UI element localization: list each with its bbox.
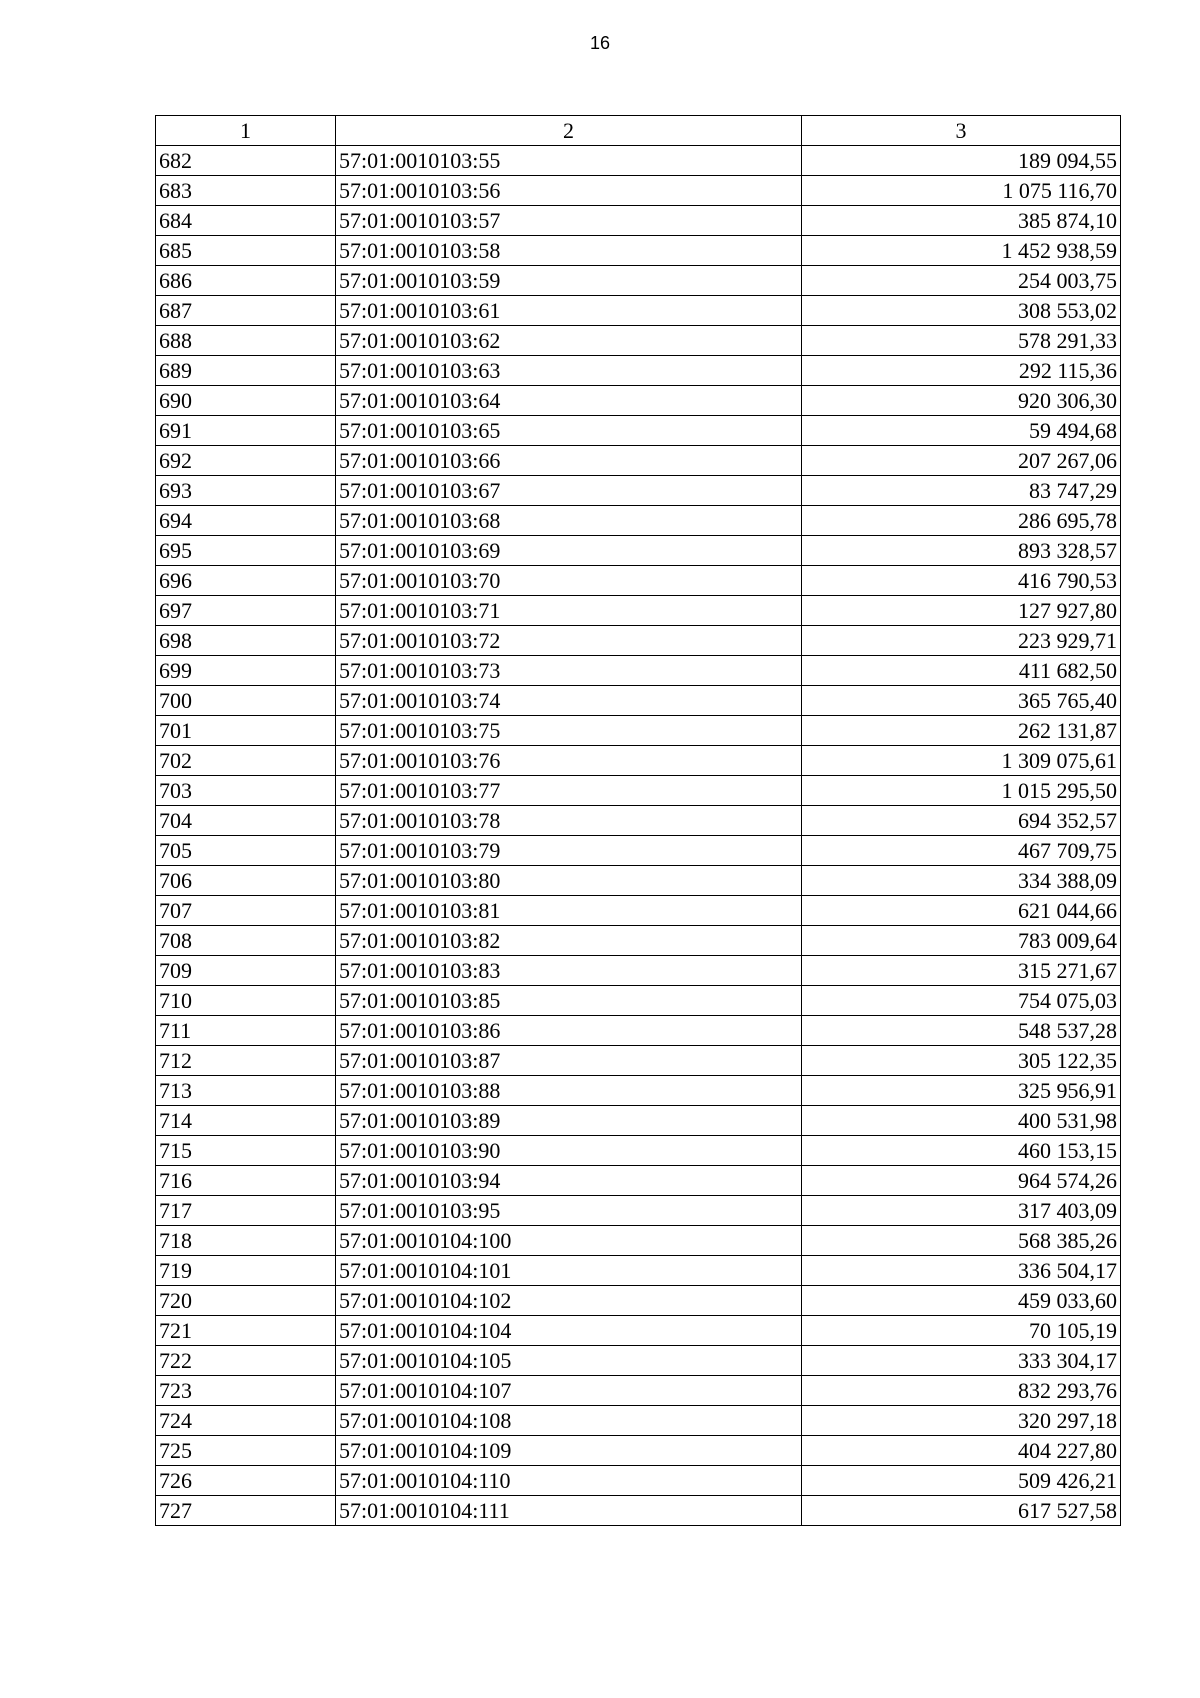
cadastral-number: 57:01:0010104:107 (336, 1376, 802, 1406)
table-row (156, 1076, 1121, 1106)
row-number: 703 (156, 776, 336, 806)
row-number: 702 (156, 746, 336, 776)
row-number: 711 (156, 1016, 336, 1046)
cadastral-number: 57:01:0010103:72 (336, 626, 802, 656)
row-value: 305 122,35 (802, 1046, 1121, 1076)
row-number: 701 (156, 716, 336, 746)
row-value: 317 403,09 (802, 1196, 1121, 1226)
cadastral-number: 57:01:0010104:104 (336, 1316, 802, 1346)
table-row (156, 1016, 1121, 1046)
table-row (156, 1346, 1121, 1376)
table-row (156, 1466, 1121, 1496)
table-row (156, 596, 1121, 626)
row-number: 715 (156, 1136, 336, 1166)
row-number: 717 (156, 1196, 336, 1226)
cadastral-number: 57:01:0010103:76 (336, 746, 802, 776)
cadastral-number: 57:01:0010103:69 (336, 536, 802, 566)
table-row (156, 1286, 1121, 1316)
table-row (156, 356, 1121, 386)
row-value: 333 304,17 (802, 1346, 1121, 1376)
row-value: 292 115,36 (802, 356, 1121, 386)
row-number: 692 (156, 446, 336, 476)
cadastral-number: 57:01:0010103:90 (336, 1136, 802, 1166)
cadastral-number: 57:01:0010103:75 (336, 716, 802, 746)
cadastral-number: 57:01:0010103:82 (336, 926, 802, 956)
row-number: 693 (156, 476, 336, 506)
header-col-3: 3 (802, 116, 1121, 146)
registry-table (155, 115, 1121, 1526)
cadastral-number: 57:01:0010103:94 (336, 1166, 802, 1196)
row-value: 754 075,03 (802, 986, 1121, 1016)
table-row (156, 896, 1121, 926)
cadastral-number: 57:01:0010103:80 (336, 866, 802, 896)
row-value: 783 009,64 (802, 926, 1121, 956)
cadastral-number: 57:01:0010104:100 (336, 1226, 802, 1256)
table-row (156, 1316, 1121, 1346)
row-value: 964 574,26 (802, 1166, 1121, 1196)
row-number: 725 (156, 1436, 336, 1466)
row-number: 690 (156, 386, 336, 416)
cadastral-number: 57:01:0010103:55 (336, 146, 802, 176)
row-value: 315 271,67 (802, 956, 1121, 986)
row-number: 691 (156, 416, 336, 446)
table-row (156, 1196, 1121, 1226)
row-value: 385 874,10 (802, 206, 1121, 236)
row-value: 893 328,57 (802, 536, 1121, 566)
row-number: 704 (156, 806, 336, 836)
row-value: 617 527,58 (802, 1496, 1121, 1526)
row-number: 687 (156, 296, 336, 326)
table-row (156, 1166, 1121, 1196)
row-value: 325 956,91 (802, 1076, 1121, 1106)
row-number: 724 (156, 1406, 336, 1436)
cadastral-number: 57:01:0010103:70 (336, 566, 802, 596)
row-value: 336 504,17 (802, 1256, 1121, 1286)
cadastral-number: 57:01:0010103:58 (336, 236, 802, 266)
row-value: 920 306,30 (802, 386, 1121, 416)
row-value: 832 293,76 (802, 1376, 1121, 1406)
table-row (156, 146, 1121, 176)
cadastral-number: 57:01:0010104:105 (336, 1346, 802, 1376)
row-number: 721 (156, 1316, 336, 1346)
page-number: 16 (589, 33, 611, 53)
row-value: 509 426,21 (802, 1466, 1121, 1496)
row-value: 308 553,02 (802, 296, 1121, 326)
cadastral-number: 57:01:0010103:79 (336, 836, 802, 866)
row-value: 286 695,78 (802, 506, 1121, 536)
cadastral-number: 57:01:0010103:73 (336, 656, 802, 686)
cadastral-number: 57:01:0010104:109 (336, 1436, 802, 1466)
row-value: 334 388,09 (802, 866, 1121, 896)
row-value: 320 297,18 (802, 1406, 1121, 1436)
row-number: 710 (156, 986, 336, 1016)
row-value: 127 927,80 (802, 596, 1121, 626)
table-header (156, 116, 1121, 146)
table-row (156, 236, 1121, 266)
row-value: 189 094,55 (802, 146, 1121, 176)
cadastral-number: 57:01:0010103:86 (336, 1016, 802, 1046)
row-number: 718 (156, 1226, 336, 1256)
cadastral-number: 57:01:0010103:62 (336, 326, 802, 356)
table-row (156, 416, 1121, 446)
table-row (156, 1136, 1121, 1166)
row-number: 700 (156, 686, 336, 716)
table-row (156, 806, 1121, 836)
cadastral-number: 57:01:0010103:65 (336, 416, 802, 446)
row-number: 689 (156, 356, 336, 386)
row-number: 709 (156, 956, 336, 986)
table-row (156, 1496, 1121, 1526)
row-value: 70 105,19 (802, 1316, 1121, 1346)
table-row (156, 386, 1121, 416)
row-value: 365 765,40 (802, 686, 1121, 716)
row-number: 695 (156, 536, 336, 566)
row-value: 83 747,29 (802, 476, 1121, 506)
row-number: 723 (156, 1376, 336, 1406)
cadastral-number: 57:01:0010104:102 (336, 1286, 802, 1316)
cadastral-number: 57:01:0010104:111 (336, 1496, 802, 1526)
row-value: 404 227,80 (802, 1436, 1121, 1466)
table-row (156, 506, 1121, 536)
table-row (156, 986, 1121, 1016)
table-row (156, 476, 1121, 506)
header-row (156, 116, 1121, 146)
row-number: 684 (156, 206, 336, 236)
table-row (156, 1226, 1121, 1256)
row-number: 705 (156, 836, 336, 866)
row-number: 697 (156, 596, 336, 626)
cadastral-number: 57:01:0010103:63 (336, 356, 802, 386)
row-value: 254 003,75 (802, 266, 1121, 296)
row-value: 400 531,98 (802, 1106, 1121, 1136)
row-value: 1 015 295,50 (802, 776, 1121, 806)
row-number: 708 (156, 926, 336, 956)
row-value: 59 494,68 (802, 416, 1121, 446)
table-body (156, 146, 1121, 1526)
table-row (156, 266, 1121, 296)
cadastral-number: 57:01:0010103:67 (336, 476, 802, 506)
row-number: 716 (156, 1166, 336, 1196)
row-value: 1 309 075,61 (802, 746, 1121, 776)
row-number: 688 (156, 326, 336, 356)
table-row (156, 746, 1121, 776)
row-number: 698 (156, 626, 336, 656)
row-number: 694 (156, 506, 336, 536)
table-row (156, 326, 1121, 356)
cadastral-number: 57:01:0010103:77 (336, 776, 802, 806)
cadastral-number: 57:01:0010103:71 (336, 596, 802, 626)
table-row (156, 956, 1121, 986)
cadastral-number: 57:01:0010103:89 (336, 1106, 802, 1136)
row-value: 207 267,06 (802, 446, 1121, 476)
row-number: 685 (156, 236, 336, 266)
cadastral-number: 57:01:0010103:56 (336, 176, 802, 206)
row-value: 568 385,26 (802, 1226, 1121, 1256)
table-row (156, 776, 1121, 806)
cadastral-number: 57:01:0010103:68 (336, 506, 802, 536)
row-value: 578 291,33 (802, 326, 1121, 356)
cadastral-number: 57:01:0010103:66 (336, 446, 802, 476)
table-row (156, 716, 1121, 746)
cadastral-number: 57:01:0010103:64 (336, 386, 802, 416)
cadastral-number: 57:01:0010103:83 (336, 956, 802, 986)
row-value: 1 452 938,59 (802, 236, 1121, 266)
table-row (156, 1376, 1121, 1406)
cadastral-number: 57:01:0010104:110 (336, 1466, 802, 1496)
table-row (156, 626, 1121, 656)
row-value: 223 929,71 (802, 626, 1121, 656)
row-value: 460 153,15 (802, 1136, 1121, 1166)
table-row (156, 1256, 1121, 1286)
cadastral-number: 57:01:0010103:87 (336, 1046, 802, 1076)
row-value: 694 352,57 (802, 806, 1121, 836)
cadastral-number: 57:01:0010103:81 (336, 896, 802, 926)
row-number: 699 (156, 656, 336, 686)
row-value: 467 709,75 (802, 836, 1121, 866)
table-row (156, 1046, 1121, 1076)
row-number: 696 (156, 566, 336, 596)
cadastral-number: 57:01:0010103:61 (336, 296, 802, 326)
row-number: 727 (156, 1496, 336, 1526)
header-col-2: 2 (336, 116, 802, 146)
cadastral-number: 57:01:0010103:78 (336, 806, 802, 836)
row-value: 1 075 116,70 (802, 176, 1121, 206)
row-number: 686 (156, 266, 336, 296)
cadastral-number: 57:01:0010103:59 (336, 266, 802, 296)
row-number: 683 (156, 176, 336, 206)
table-row (156, 206, 1121, 236)
table-row (156, 836, 1121, 866)
header-col-1: 1 (156, 116, 336, 146)
table-row (156, 176, 1121, 206)
table-row (156, 1436, 1121, 1466)
cadastral-number: 57:01:0010103:57 (336, 206, 802, 236)
cadastral-number: 57:01:0010103:88 (336, 1076, 802, 1106)
row-value: 621 044,66 (802, 896, 1121, 926)
row-value: 548 537,28 (802, 1016, 1121, 1046)
row-number: 719 (156, 1256, 336, 1286)
table-row (156, 566, 1121, 596)
cadastral-number: 57:01:0010103:85 (336, 986, 802, 1016)
table-row (156, 446, 1121, 476)
table-row (156, 1106, 1121, 1136)
cadastral-number: 57:01:0010103:95 (336, 1196, 802, 1226)
row-value: 262 131,87 (802, 716, 1121, 746)
table-row (156, 926, 1121, 956)
row-number: 712 (156, 1046, 336, 1076)
row-number: 682 (156, 146, 336, 176)
row-number: 707 (156, 896, 336, 926)
row-value: 459 033,60 (802, 1286, 1121, 1316)
table-row (156, 1406, 1121, 1436)
table-row (156, 656, 1121, 686)
row-number: 706 (156, 866, 336, 896)
table-row (156, 536, 1121, 566)
row-value: 411 682,50 (802, 656, 1121, 686)
cadastral-number: 57:01:0010104:108 (336, 1406, 802, 1436)
row-number: 714 (156, 1106, 336, 1136)
cadastral-number: 57:01:0010104:101 (336, 1256, 802, 1286)
table-row (156, 866, 1121, 896)
row-number: 726 (156, 1466, 336, 1496)
row-number: 722 (156, 1346, 336, 1376)
row-number: 713 (156, 1076, 336, 1106)
cadastral-number: 57:01:0010103:74 (336, 686, 802, 716)
row-value: 416 790,53 (802, 566, 1121, 596)
row-number: 720 (156, 1286, 336, 1316)
table-row (156, 686, 1121, 716)
table-row (156, 296, 1121, 326)
